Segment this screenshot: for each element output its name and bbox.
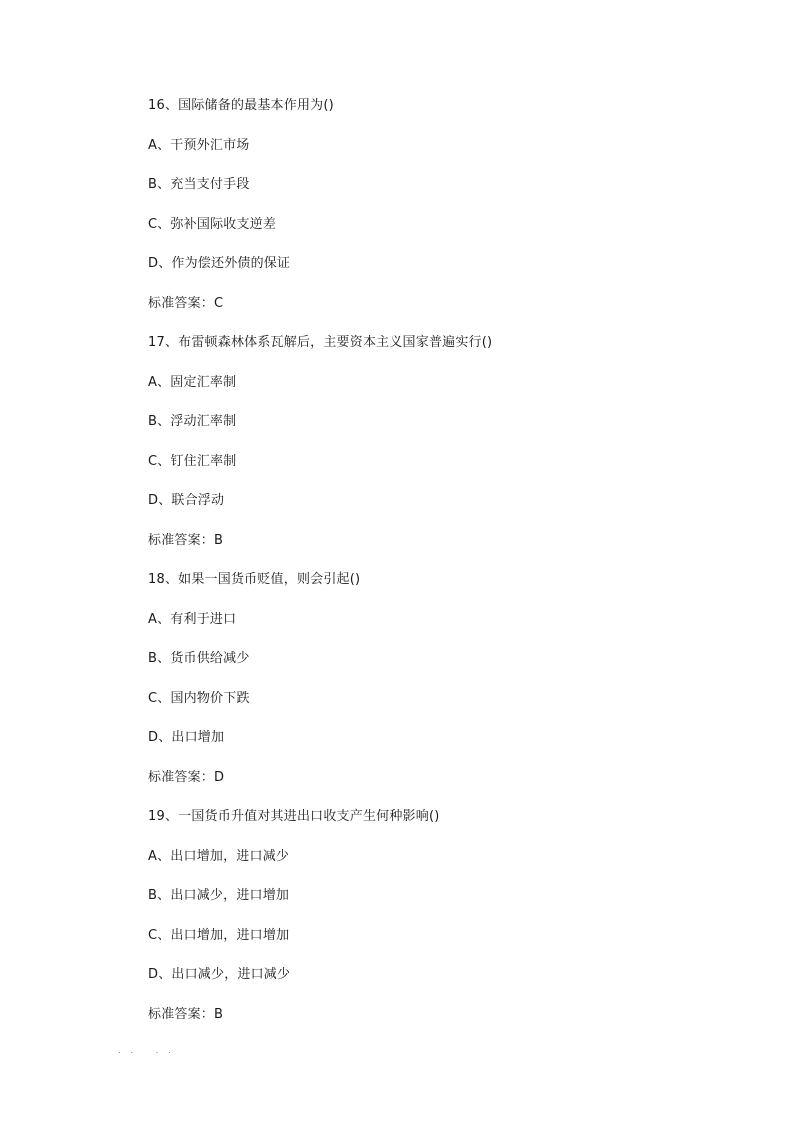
option-b: B、出口减少，进口增加 — [148, 888, 290, 903]
option-d: D、出口减少，进口减少 — [148, 967, 291, 982]
question-stem: 19、一国货币升值对其进出口收支产生何种影响() — [148, 809, 440, 824]
question-stem: 18、如果一国货币贬值，则会引起() — [148, 572, 361, 587]
option-c: C、出口增加，进口增加 — [148, 927, 290, 943]
option-b: B、充当支付手段 — [148, 177, 250, 192]
option-a: A、固定汇率制 — [148, 374, 237, 390]
option-c: C、国内物价下跌 — [148, 690, 250, 706]
question-list — [148, 96, 748, 1044]
standard-answer: 标准答案：D — [148, 769, 225, 785]
option-d: D、出口增加 — [148, 730, 225, 745]
page-footer-mark: .. .. — [118, 1046, 181, 1055]
question-stem: 17、布雷顿森林体系瓦解后，主要资本主义国家普遍实行() — [148, 335, 493, 350]
option-d: D、联合浮动 — [148, 493, 225, 508]
option-c: C、弥补国际收支逆差 — [148, 216, 277, 232]
option-d: D、作为偿还外债的保证 — [148, 256, 291, 271]
option-a: A、出口增加，进口减少 — [148, 848, 290, 864]
standard-answer: 标准答案：C — [148, 295, 224, 311]
option-b: B、货币供给减少 — [148, 651, 250, 666]
option-a: A、干预外汇市场 — [148, 137, 250, 153]
question-stem: 16、国际储备的最基本作用为() — [148, 98, 334, 113]
standard-answer: 标准答案：B — [148, 1006, 224, 1022]
option-a: A、有利于进口 — [148, 611, 237, 627]
option-c: C、钉住汇率制 — [148, 453, 237, 469]
option-b: B、浮动汇率制 — [148, 414, 237, 429]
standard-answer: 标准答案：B — [148, 532, 224, 548]
